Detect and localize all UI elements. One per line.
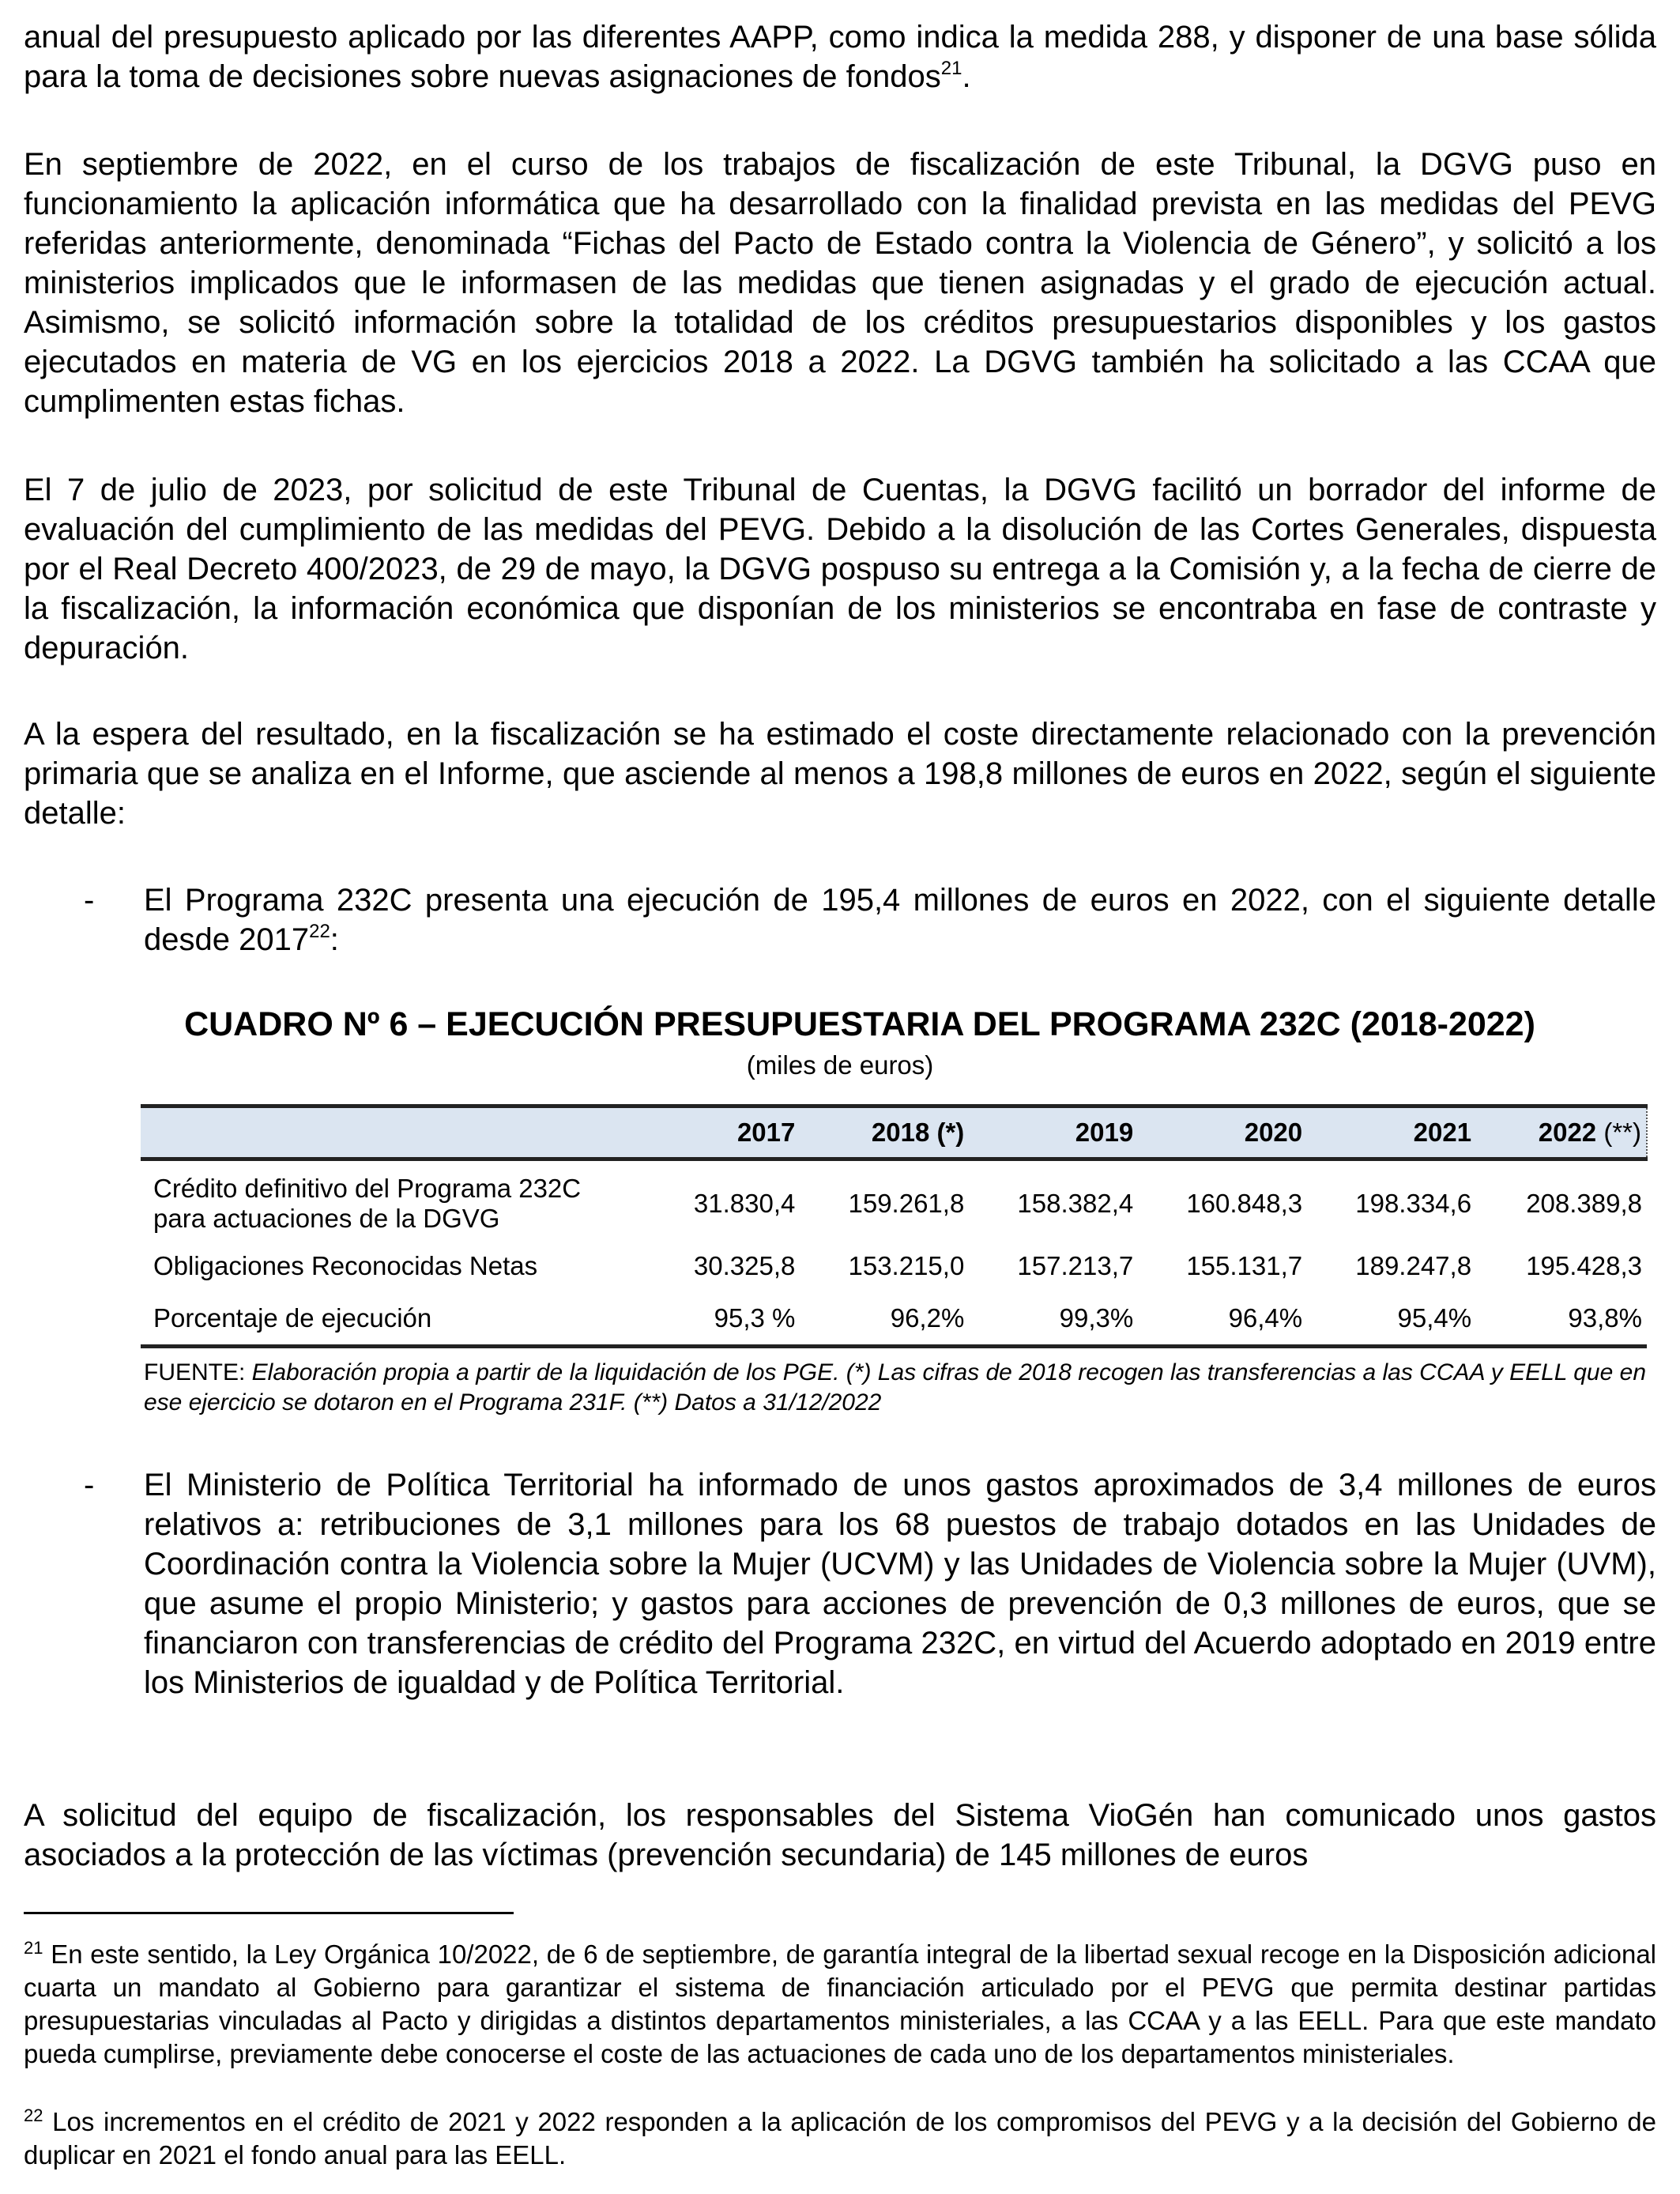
cell-value: 157.213,7: [1017, 1251, 1134, 1280]
source-text: Elaboración propia a partir de la liquidación de los PGE. (*) Las cifras de 2018 recogen las transferencias a las CCAA y EELL que en ese ejercicio se dotaron en el Programa 231F. (**) Datos a 31/12/2022: [144, 1359, 1647, 1416]
table-row-credito: [141, 1159, 1647, 1241]
cell-value: 96,4%: [1138, 1292, 1307, 1347]
paragraph-viogen: A solicitud del equipo de fiscalización, los responsables del Sistema VioGén han comunicado unos gastos asociados a la protección de las víctimas (prevención secundaria) de 145 millones de euros: [24, 1798, 1656, 1872]
cell-value: 155.131,7: [1186, 1251, 1303, 1280]
table-row-obligaciones: [141, 1240, 1647, 1292]
bullet-dash: -: [84, 1468, 95, 1502]
source-label: FUENTE:: [144, 1359, 252, 1385]
footnote-separator: [24, 1912, 514, 1914]
paragraph-evaluation-draft: El 7 de julio de 2023, por solicitud de este Tribunal de Cuentas, la DGVG facilitó un borrador del informe de evaluación del cumplimiento de las medidas del PEVG. Debido a la disolución de las Cortes Generales, dispuesta por el Real Decreto 400/2023, de 29 de mayo, la DGVG pospuso su entrega a la Comisión y, a la fecha de cierre de la fiscalización, la información económica que disponían de los ministerios se encontraba en fase de contraste y depuración.: [24, 473, 1656, 665]
bullet-body: El Programa 232C presenta una ejecución de 195,4 millones de euros en 2022, con el siguiente detalle desde 2017: [144, 883, 1656, 957]
cell-value: 31.830,4: [693, 1189, 796, 1218]
table-header-row: [141, 1106, 1647, 1159]
bullet-text: El Ministerio de Política Territorial ha informado de unos gastos aproximados de 3,4 millones de euros relativos a: retribuciones de 3,1 millones para los 68 puestos de trabajo dotados en las Unidades de Coordinación contra la Violencia sobre la Mujer (UCVM) y las Unidades de Violencia sobre la Mujer (UVM), que asume el propio Ministerio; y gastos para acciones de prevención de 0,3 millones de euros, que se financiaron con transferencias de crédito del Programa 232C, en virtud del Acuerdo adoptado en 2019 entre los Ministerios de igualdad y de Política Territorial.: [144, 1468, 1656, 1700]
header-label-cell: [141, 1106, 630, 1159]
cell-value: 198.334,6: [1355, 1189, 1472, 1218]
cell-value: 95,4%: [1307, 1292, 1476, 1347]
bullet-text: [144, 880, 1656, 959]
header-2021: 2021: [1307, 1106, 1476, 1159]
table-source-note: [144, 1358, 1661, 1418]
cell-value: 96,2%: [800, 1292, 969, 1347]
cell-value: 189.247,8: [1355, 1251, 1472, 1280]
header-2019: 2019: [969, 1106, 1138, 1159]
row-label: Porcentaje de ejecución: [141, 1292, 630, 1347]
footnote-number: 22: [24, 2105, 43, 2125]
cell-value: 159.261,8: [848, 1189, 965, 1218]
header-2017: 2017: [630, 1106, 800, 1159]
table-title: CUADRO Nº 6 – EJECUCIÓN PRESUPUESTARIA DEL PROGRAMA 232C (2018-2022): [184, 1005, 1535, 1043]
footnote-21: [24, 1938, 1656, 2071]
cell-value: 160.848,3: [1186, 1189, 1303, 1218]
row-label: Obligaciones Reconocidas Netas: [153, 1251, 538, 1280]
bullet-politica-territorial: [24, 1465, 1656, 1702]
cell-value: 158.382,4: [1017, 1189, 1134, 1218]
header-2022: [1476, 1106, 1647, 1159]
bullet-programa-232c: [24, 880, 1656, 959]
footnote-ref-21[interactable]: 21: [940, 58, 962, 79]
footnote-text: En este sentido, la Ley Orgánica 10/2022, de 6 de septiembre, de garantía integral de la libertad sexual recoge en la Disposición adicional cuarta un mandato al Gobierno para garantizar el sistema de financiación articulado por el PEVG que permita destinar partidas presupuestarias vinculadas al Pacto y dirigidas a distintos departamentos ministeriales, a las CCAA y a las EELL. Para que este mandato pueda cumplirse, previamente debe conocerse el coste de las actuaciones de cada uno de los departamentos ministeriales.: [24, 1940, 1656, 2068]
header-2018: 2018 (*): [800, 1106, 969, 1159]
paragraph-cost-estimate: A la espera del resultado, en la fiscalización se ha estimado el coste directamente relacionado con la prevención primaria que se analiza en el Informe, que asciende al menos a 198,8 millones de euros en 2022, según el siguiente detalle:: [24, 717, 1656, 831]
table-row-porcentaje: [141, 1292, 1647, 1347]
header-note: (**): [1596, 1118, 1641, 1147]
paragraph-intro: [24, 17, 1656, 96]
header-2020: 2020: [1138, 1106, 1307, 1159]
footnote-text: Los incrementos en el crédito de 2021 y 2022 responden a la aplicación de los compromisos del PEVG y a la decisión del Gobierno de duplicar en 2021 el fondo anual para las EELL.: [24, 2107, 1656, 2169]
header-year: 2022: [1538, 1118, 1597, 1147]
row-label: Crédito definitivo del Programa 232C para actuaciones de la DGVG: [153, 1174, 582, 1233]
budget-execution-table: [141, 1104, 1648, 1348]
cell-value: 30.325,8: [693, 1251, 796, 1280]
footnote-22: [24, 2105, 1656, 2172]
cell-value: 93,8%: [1476, 1292, 1647, 1347]
cell-value: 153.215,0: [848, 1251, 965, 1280]
cell-value: 95,3 %: [630, 1292, 800, 1347]
punctuation: :: [330, 922, 339, 957]
cell-value: 208.389,8: [1526, 1189, 1642, 1218]
paragraph-fichas-application: En septiembre de 2022, en el curso de los trabajos de fiscalización de este Tribunal, la DGVG puso en funcionamiento la aplicación informática que ha desarrollado con la finalidad prevista en las medidas del PEVG referidas anteriormente, denominada “Fichas del Pacto de Estado contra la Violencia de Género”, y solicitó a los ministerios implicados que le informasen de las medidas que tienen asignadas y el grado de ejecución actual. Asimismo, se solicitó información sobre la totalidad de los créditos presupuestarios disponibles y los gastos ejecutados en materia de VG en los ejercicios 2018 a 2022. La DGVG también ha solicitado a las CCAA que cumplimenten estas fichas.: [24, 147, 1656, 419]
punctuation: .: [962, 59, 971, 94]
footnote-ref-22[interactable]: 22: [309, 921, 330, 942]
bullet-dash: -: [84, 883, 95, 918]
cell-value: 195.428,3: [1526, 1251, 1642, 1280]
table-subtitle: (miles de euros): [746, 1050, 934, 1080]
paragraph-text: anual del presupuesto aplicado por las diferentes AAPP, como indica la medida 288, y disponer de una base sólida para la toma de decisiones sobre nuevas asignaciones de fondos: [24, 20, 1656, 94]
footnote-number: 21: [24, 1938, 43, 1958]
cell-value: 99,3%: [969, 1292, 1138, 1347]
